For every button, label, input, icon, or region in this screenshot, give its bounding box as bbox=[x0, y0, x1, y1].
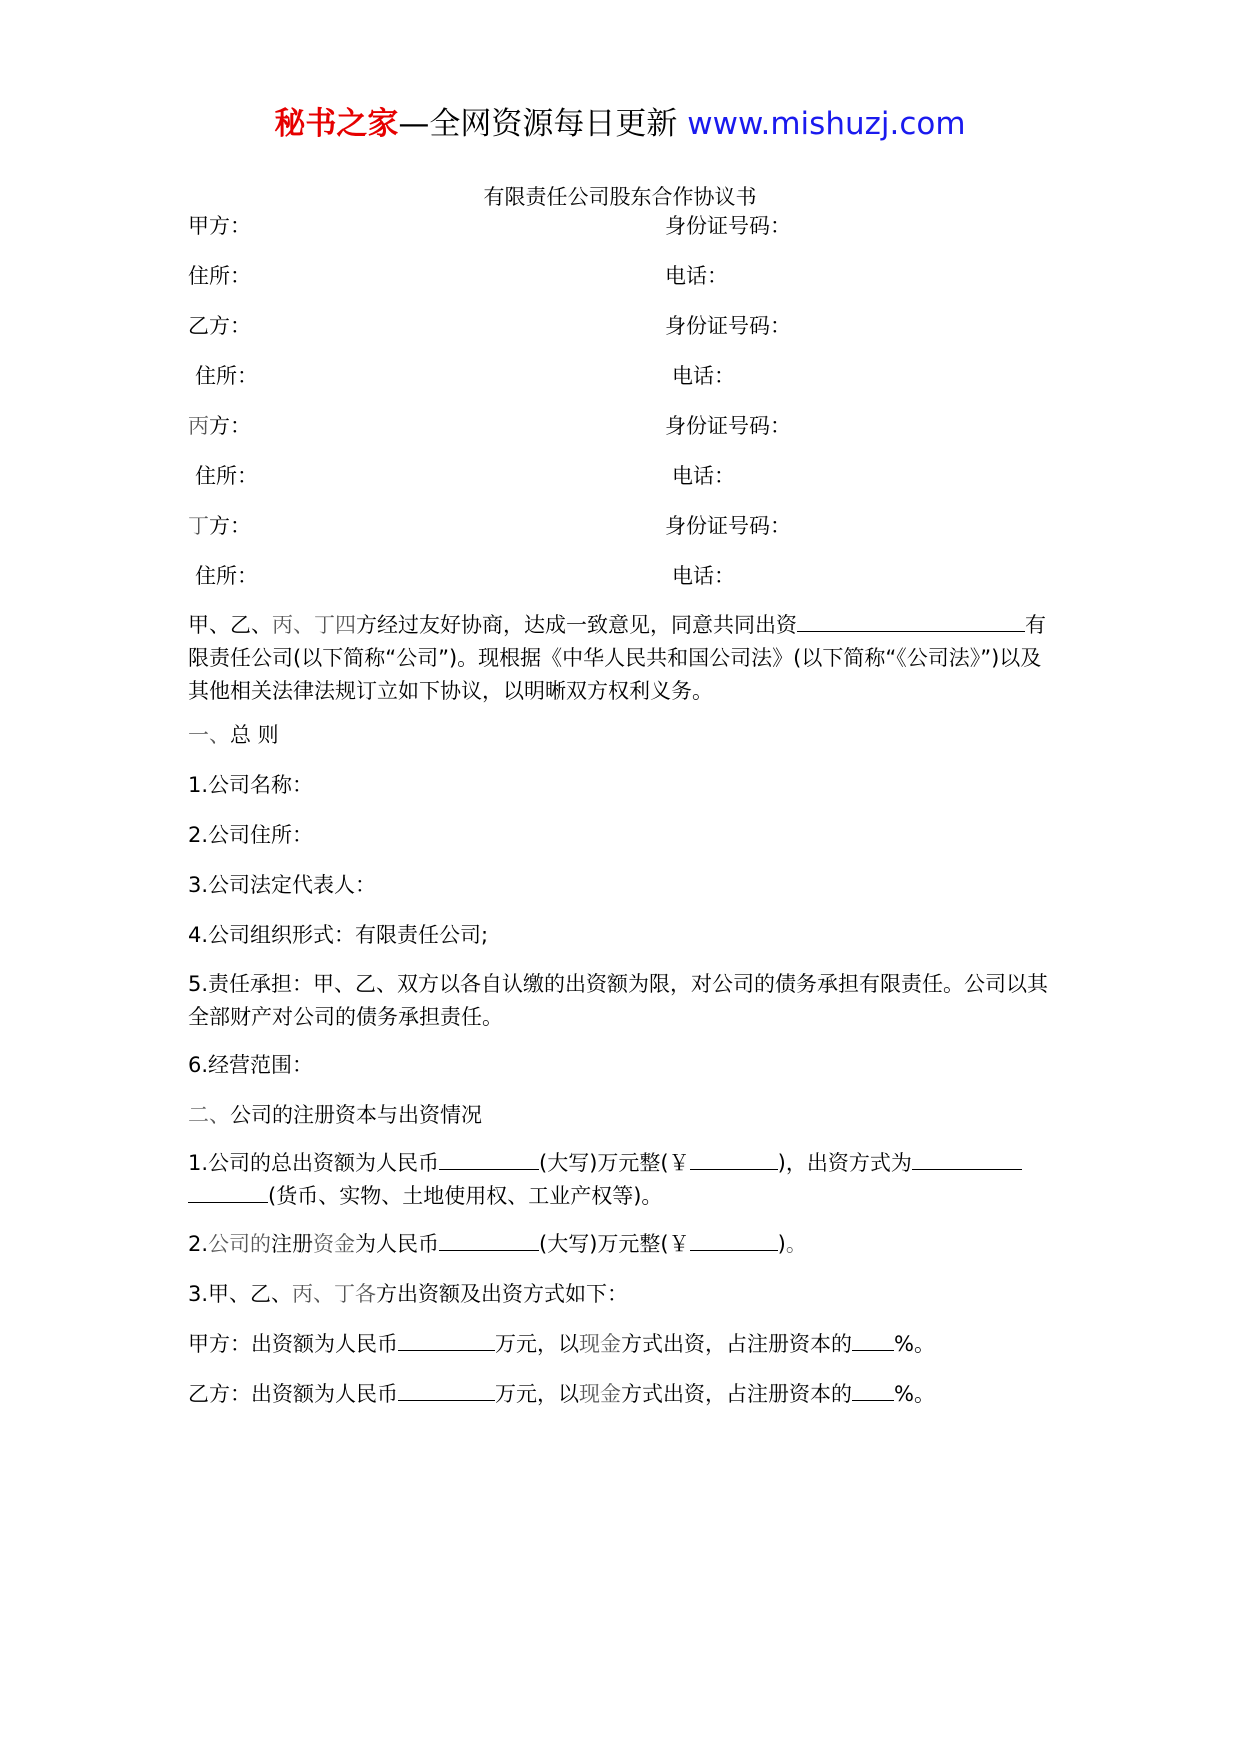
item-total-capital: 1.公司的总出资额为人民币 (大写)万元整(￥ )，出资方式为(货币、实物、土地使用权、工业产权等)。 bbox=[188, 1147, 1054, 1213]
intro-paragraph: 甲、乙、丙、丁四方经过友好协商，达成一致意见，同意共同出资 有限责任公司(以下简称“公司”)。现根据《中华人民共和国公司法》(以下简称“《公司法》”)以及其他相关法律法规订立如下协议，以明晰双方权利义务。 bbox=[188, 609, 1054, 708]
party-c-address-label: 住所： bbox=[195, 464, 258, 488]
party-a-phone-label: 电话： bbox=[665, 264, 728, 288]
party-a-amount-blank bbox=[398, 1328, 495, 1351]
party-a-address-label: 住所： bbox=[188, 264, 251, 288]
party-a-contribution: 甲方：出资额为人民币 万元，以现金方式出资，占注册资本的 %。 bbox=[188, 1327, 935, 1361]
party-c-name-label: 丙方： bbox=[188, 414, 251, 438]
contribution-method-blank bbox=[912, 1147, 1022, 1170]
item-liability: 5.责任承担：甲、乙、双方以各自认缴的出资额为限，对公司的债务承担有限责任。公司以其全部财产对公司的债务承担责任。 bbox=[188, 972, 1049, 1029]
total-capital-yuan-blank bbox=[690, 1147, 778, 1170]
section-1-heading: 一、总 则 bbox=[188, 723, 279, 747]
registered-capital-yuan-blank bbox=[690, 1228, 778, 1251]
section-2-heading: 二、公司的注册资本与出资情况 bbox=[188, 1103, 482, 1127]
item-company-address: 2.公司住所： bbox=[188, 823, 314, 847]
item-company-name: 1.公司名称： bbox=[188, 773, 314, 797]
contribution-method-blank-cont bbox=[188, 1180, 268, 1203]
item-registered-capital: 2.公司的注册资金为人民币 (大写)万元整(￥ )。 bbox=[188, 1227, 807, 1261]
party-b-percent-blank bbox=[852, 1378, 894, 1401]
item-organization-form: 4.公司组织形式：有限责任公司; bbox=[188, 923, 489, 947]
total-capital-blank bbox=[439, 1147, 539, 1170]
party-c-id-label: 身份证号码： bbox=[665, 414, 791, 438]
party-c-phone-label: 电话： bbox=[672, 464, 735, 488]
party-a-id-label: 身份证号码： bbox=[665, 214, 791, 238]
party-b-id-label: 身份证号码： bbox=[665, 314, 791, 338]
party-b-name-label: 乙方： bbox=[188, 314, 251, 338]
party-a-name-label: 甲方： bbox=[188, 214, 251, 238]
site-url-link[interactable]: www.mishuzj.com bbox=[687, 106, 966, 142]
registered-capital-blank bbox=[439, 1228, 539, 1251]
party-b-contribution: 乙方：出资额为人民币 万元，以现金方式出资，占注册资本的 %。 bbox=[188, 1377, 935, 1411]
party-b-amount-blank bbox=[398, 1378, 495, 1401]
document-title: 有限责任公司股东合作协议书 bbox=[483, 185, 757, 209]
party-a-percent-blank bbox=[852, 1328, 894, 1351]
brand-name: 秘书之家 bbox=[274, 106, 399, 142]
party-d-address-label: 住所： bbox=[195, 564, 258, 588]
party-d-id-label: 身份证号码： bbox=[665, 514, 791, 538]
item-business-scope: 6.经营范围： bbox=[188, 1053, 314, 1077]
site-banner bbox=[0, 98, 1240, 150]
item-legal-representative: 3.公司法定代表人： bbox=[188, 873, 377, 897]
party-d-phone-label: 电话： bbox=[672, 564, 735, 588]
party-b-address-label: 住所： bbox=[195, 364, 258, 388]
party-d-name-label: 丁方： bbox=[188, 514, 251, 538]
capital-blank bbox=[797, 609, 1025, 632]
item-contribution-details: 3.甲、乙、丙、丁各方出资额及出资方式如下： bbox=[188, 1282, 629, 1306]
banner-tagline: —全网资源每日更新 bbox=[398, 106, 688, 142]
party-b-phone-label: 电话： bbox=[672, 364, 735, 388]
